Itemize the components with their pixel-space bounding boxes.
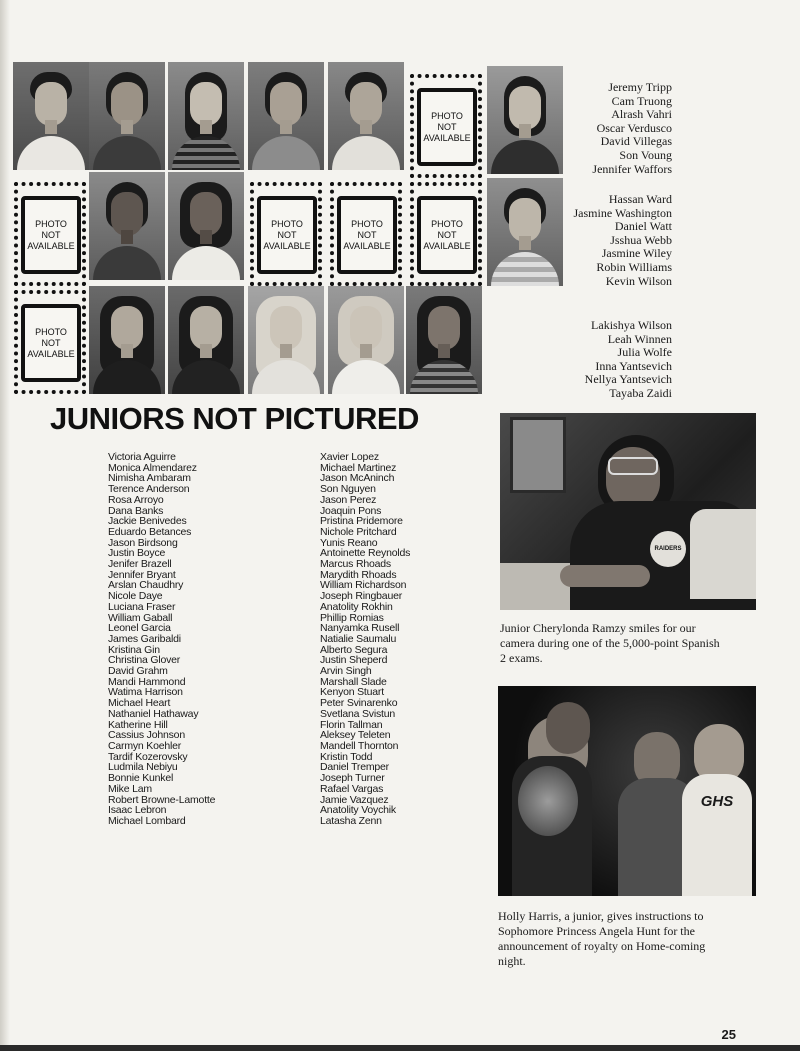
not-pictured-name: Jason Perez	[320, 493, 377, 506]
placeholder-line: AVAILABLE	[27, 240, 75, 251]
placeholder-line: NOT	[357, 229, 377, 240]
not-pictured-name: James Garibaldi	[108, 632, 181, 645]
not-pictured-name: Arslan Chaudhry	[108, 579, 184, 592]
not-pictured-name: Xavier Lopez	[320, 451, 379, 463]
placeholder-line: PHOTO	[271, 218, 303, 229]
not-pictured-name: Daniel Tremper	[320, 761, 389, 774]
photo-not-available	[248, 180, 324, 288]
not-pictured-name: Jennifer Bryant	[108, 568, 176, 581]
portrait-photo	[13, 62, 89, 170]
not-pictured-name: Rosa Arroyo	[108, 493, 164, 506]
placeholder-line: PHOTO	[35, 218, 67, 229]
not-pictured-name: Antoinette Reynolds	[320, 547, 411, 560]
portrait-photo	[168, 172, 244, 280]
not-pictured-name: Joaquin Pons	[320, 504, 382, 517]
not-pictured-name: Isaac Lebron	[108, 804, 167, 817]
not-pictured-name: Jason Birdsong	[108, 536, 178, 549]
placeholder-line: PHOTO	[35, 326, 67, 337]
not-pictured-name: Jackie Benivedes	[108, 515, 187, 528]
portrait-photo	[328, 62, 404, 170]
not-pictured-name: David Grahm	[108, 665, 168, 678]
names-block-row1	[502, 81, 672, 176]
not-pictured-name: William Richardson	[320, 579, 407, 592]
not-pictured-list-left	[108, 452, 215, 827]
not-pictured-name: Justin Sheperd	[320, 654, 388, 667]
section-heading: JUNIORS NOT PICTURED	[50, 401, 419, 436]
not-pictured-name: Joseph Ringbauer	[320, 590, 403, 603]
placeholder-line: AVAILABLE	[423, 240, 471, 251]
uniform-letters: GHS	[700, 792, 734, 810]
portrait-photo	[248, 286, 324, 394]
not-pictured-name: Jamie Vazquez	[320, 793, 389, 806]
portrait-photo	[89, 286, 165, 394]
not-pictured-name: Mandell Thornton	[320, 739, 399, 752]
names-block-row3	[502, 319, 672, 401]
not-pictured-name: Nanyamka Rusell	[320, 622, 400, 635]
student-name: Cam Truong	[611, 93, 672, 108]
student-name: David Villegas	[600, 134, 672, 149]
not-pictured-name: Ludmila Nebiyu	[108, 761, 178, 774]
not-pictured-name: Kenyon Stuart	[320, 686, 384, 699]
student-name: Robin Williams	[596, 259, 672, 274]
names-block-row2	[502, 193, 672, 288]
student-name: Lakishya Wilson	[591, 318, 672, 332]
photo-not-available	[408, 72, 484, 180]
not-pictured-list-right	[320, 452, 410, 827]
portrait-photo	[248, 62, 324, 170]
photo-not-available	[328, 180, 404, 288]
not-pictured-name: Florin Tallman	[320, 718, 383, 731]
portrait-photo	[168, 286, 244, 394]
not-pictured-name: Natialie Saumalu	[320, 632, 397, 645]
not-pictured-name: Christina Glover	[108, 654, 181, 667]
not-pictured-name: Michael Martinez	[320, 461, 397, 474]
placeholder-line: PHOTO	[431, 110, 463, 121]
student-name: Jennifer Waffors	[592, 161, 672, 176]
page-number: 25	[721, 1027, 736, 1042]
not-pictured-name: Leonel Garcia	[108, 622, 171, 635]
not-pictured-name: Kristina Gin	[108, 643, 160, 656]
not-pictured-name: Monica Almendarez	[108, 461, 197, 474]
not-pictured-name: Dana Banks	[108, 504, 164, 517]
not-pictured-name: Terence Anderson	[108, 483, 190, 496]
not-pictured-name: Yunis Reano	[320, 536, 378, 549]
not-pictured-name: Cassius Johnson	[108, 729, 185, 742]
photo-not-available	[408, 180, 484, 288]
student-name: Jeremy Tripp	[608, 80, 672, 94]
portrait-photo	[168, 62, 244, 170]
not-pictured-name: Aleksey Teleten	[320, 729, 391, 742]
not-pictured-name: Marydith Rhoads	[320, 568, 397, 581]
placeholder-line: AVAILABLE	[423, 132, 471, 143]
student-name: Nellya Yantsevich	[584, 372, 672, 387]
not-pictured-name: Peter Svinarenko	[320, 697, 398, 710]
not-pictured-name: Eduardo Betances	[108, 525, 192, 538]
not-pictured-name: Marcus Rhoads	[320, 558, 391, 571]
portrait-photo	[89, 172, 165, 280]
placeholder-line: NOT	[437, 121, 457, 132]
not-pictured-name: Marshall Slade	[320, 675, 387, 688]
not-pictured-name: Nichole Pritchard	[320, 525, 397, 538]
placeholder-line: PHOTO	[351, 218, 383, 229]
placeholder-line: PHOTO	[431, 218, 463, 229]
not-pictured-name: Victoria Aguirre	[108, 451, 176, 463]
student-name: Jasmine Washington	[573, 205, 672, 220]
not-pictured-name: Nimisha Ambaram	[108, 472, 191, 485]
not-pictured-name: Mandi Hammond	[108, 675, 186, 688]
not-pictured-name: Pristina Pridemore	[320, 515, 403, 528]
not-pictured-name: Michael Lombard	[108, 814, 186, 827]
page-bottom-edge	[0, 1045, 800, 1051]
placeholder-line: AVAILABLE	[343, 240, 391, 251]
not-pictured-name: Carmyn Koehler	[108, 739, 182, 752]
student-name: Daniel Watt	[614, 219, 672, 234]
not-pictured-name: William Gaball	[108, 611, 173, 624]
not-pictured-name: Tardif Kozerovsky	[108, 750, 188, 763]
photo-not-available	[12, 288, 88, 396]
placeholder-line: NOT	[277, 229, 297, 240]
not-pictured-name: Watima Harrison	[108, 686, 183, 699]
not-pictured-name: Justin Boyce	[108, 547, 166, 560]
placeholder-line: NOT	[41, 229, 61, 240]
not-pictured-name: Robert Browne-Lamotte	[108, 793, 216, 806]
student-name: Alrash Vahri	[611, 107, 672, 122]
student-name: Oscar Verdusco	[596, 120, 672, 135]
not-pictured-name: Joseph Turner	[320, 772, 385, 785]
jacket-logo-text: RAIDERS	[654, 546, 682, 552]
not-pictured-name: Anatolity Rokhin	[320, 600, 393, 613]
not-pictured-name: Michael Heart	[108, 697, 171, 710]
not-pictured-name: Rafael Vargas	[320, 782, 384, 795]
student-name: Inna Yantsevich	[595, 358, 672, 373]
not-pictured-name: Svetlana Svistun	[320, 707, 396, 720]
not-pictured-name: Kristin Todd	[320, 750, 373, 763]
placeholder-line: AVAILABLE	[27, 348, 75, 359]
not-pictured-name: Son Nguyen	[320, 483, 376, 496]
not-pictured-name: Jason McAninch	[320, 472, 395, 485]
not-pictured-name: Mike Lam	[108, 782, 152, 795]
student-name: Leah Winnen	[607, 331, 672, 346]
placeholder-line: NOT	[437, 229, 457, 240]
not-pictured-name: Nicole Daye	[108, 590, 163, 603]
not-pictured-name: Phillip Romias	[320, 611, 384, 624]
not-pictured-name: Alberto Segura	[320, 643, 388, 656]
not-pictured-name: Anatolity Voychik	[320, 804, 396, 817]
student-name: Son Voung	[619, 147, 672, 162]
photo-not-available	[12, 180, 88, 288]
student-name: Kevin Wilson	[605, 273, 672, 288]
not-pictured-name: Luciana Fraser	[108, 600, 176, 613]
not-pictured-name: Katherine Hill	[108, 718, 168, 731]
not-pictured-name: Latasha Zenn	[320, 814, 382, 827]
candid-photo-exam	[500, 413, 756, 610]
portrait-photo	[328, 286, 404, 394]
candid-photo-homecoming	[498, 686, 756, 896]
caption-photo2: Holly Harris, a junior, gives instructions to Sophomore Princess Angela Hunt for the announcement of royalty on Home-coming night.	[498, 909, 706, 968]
not-pictured-name: Bonnie Kunkel	[108, 772, 174, 785]
student-name: Tayaba Zaidi	[609, 385, 672, 400]
portrait-photo	[406, 286, 482, 394]
page-spine-shadow	[0, 0, 10, 1051]
student-name: Hassan Ward	[608, 192, 672, 206]
student-name: Jasmine Wiley	[601, 246, 672, 261]
not-pictured-name: Jenifer Brazell	[108, 558, 172, 571]
portrait-photo	[89, 62, 165, 170]
student-name: Jsshua Webb	[610, 232, 672, 247]
placeholder-line: NOT	[41, 337, 61, 348]
not-pictured-name: Arvin Singh	[320, 665, 372, 678]
student-name: Julia Wolfe	[617, 345, 672, 360]
not-pictured-name: Nathaniel Hathaway	[108, 707, 199, 720]
caption-photo1: Junior Cherylonda Ramzy smiles for our camera during one of the 5,000-point Spanish 2 exams.	[500, 621, 720, 665]
placeholder-line: AVAILABLE	[263, 240, 311, 251]
